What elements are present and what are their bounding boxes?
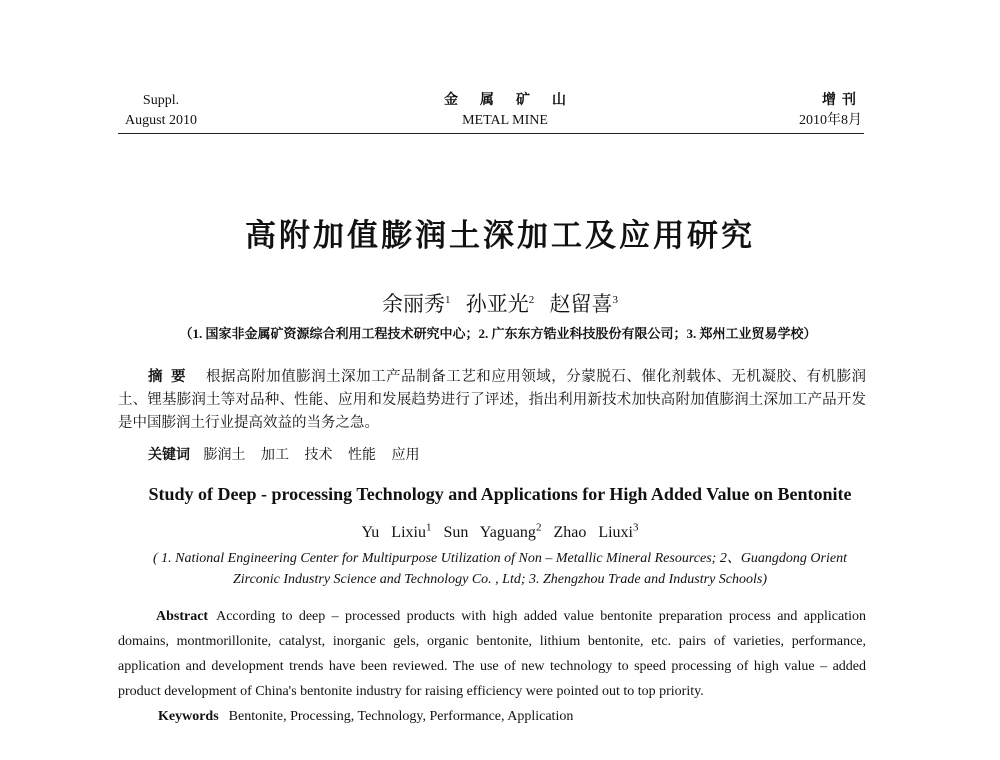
author-cn: 孙亚光$^2$ bbox=[465, 292, 535, 316]
author-cn: 余丽秀$^1$ bbox=[382, 292, 451, 316]
issue-date-en: August 2010 bbox=[125, 113, 197, 128]
keyword-cn: 膨润土 bbox=[203, 448, 246, 463]
affiliation-en: ( 1. National Engineering Center for Multipurpose Utilization of Non – Metallic Mineral Resources; 2、Guangdong Orient Zirconic Industry Science and Technology Co. , Ltd; 3. Zhengzhou Trade and Industry Schools) bbox=[153, 551, 847, 587]
journal-name-en: METAL MINE bbox=[462, 113, 548, 128]
author-list-cn bbox=[0, 288, 1000, 318]
keyword-cn: 技术 bbox=[304, 448, 333, 463]
abstract-en-text: According to deep – processed products with high added value bentonite preparation process and application domains, montmorillonite, catalyst, inorganic gels, organic bentonite, lithium bentonite, etc. pairs of varieties, performance, application and development trends have been reviewed. The use of new technology to speed processing of high value – added product development of China's bentonite industry for raising efficiency were pointed out to top priority. bbox=[118, 609, 866, 699]
header-right bbox=[799, 91, 862, 131]
supplement-label-cn: 增刊 bbox=[822, 93, 862, 108]
issue-date-cn: 2010年8月 bbox=[799, 113, 862, 128]
affiliation-cn: （1. 国家非金属矿资源综合利用工程技术研究中心；2. 广东东方锆业科技股份有限公司；3. 郑州工业贸易学校） bbox=[179, 326, 817, 341]
abstract-en bbox=[118, 604, 866, 704]
article-title-en: Study of Deep - processing Technology and Applications for High Added Value on Bentonite bbox=[148, 484, 852, 504]
keywords-en bbox=[158, 709, 573, 725]
header-divider bbox=[118, 133, 864, 134]
keywords-en-text: Bentonite, Processing, Technology, Performance, Application bbox=[228, 709, 574, 724]
author-list-en bbox=[0, 522, 1000, 542]
keywords-en-label: Keywords bbox=[158, 709, 219, 724]
abstract-en-label: Abstract bbox=[156, 609, 209, 624]
abstract-cn-label: 摘要 bbox=[148, 369, 195, 385]
keyword-cn: 应用 bbox=[391, 448, 420, 463]
author-en: Sun Yaguang$^2$ bbox=[443, 522, 542, 542]
author-en: Yu Lixiu$^1$ bbox=[361, 522, 432, 542]
journal-name-cn: 金属矿山 bbox=[444, 93, 588, 108]
keyword-cn: 加工 bbox=[261, 448, 289, 463]
article-title-cn: 高附加值膨润土深加工及应用研究 bbox=[245, 218, 755, 254]
abstract-cn-text: 根据高附加值膨润土深加工产品制备工艺和应用领域，分蒙脱石、催化剂载体、无机凝胶、有机膨润土、锂基膨润土等对品种、性能、应用和发展趋势进行了评述，指出利用新技术加快高附加值膨润土深加工产品开发是中国膨润土行业提高效益的当务之急。 bbox=[118, 369, 867, 431]
abstract-cn bbox=[118, 366, 866, 435]
author-en: Zhao Liuxi$^3$ bbox=[553, 522, 639, 542]
header-left bbox=[118, 91, 204, 131]
author-cn: 赵留喜$^3$ bbox=[549, 292, 618, 316]
keywords-cn bbox=[148, 444, 432, 464]
keywords-cn-label: 关键词 bbox=[148, 448, 190, 463]
header-center bbox=[400, 91, 610, 131]
supplement-label: Suppl. bbox=[142, 93, 180, 108]
keyword-cn: 性能 bbox=[348, 448, 376, 463]
